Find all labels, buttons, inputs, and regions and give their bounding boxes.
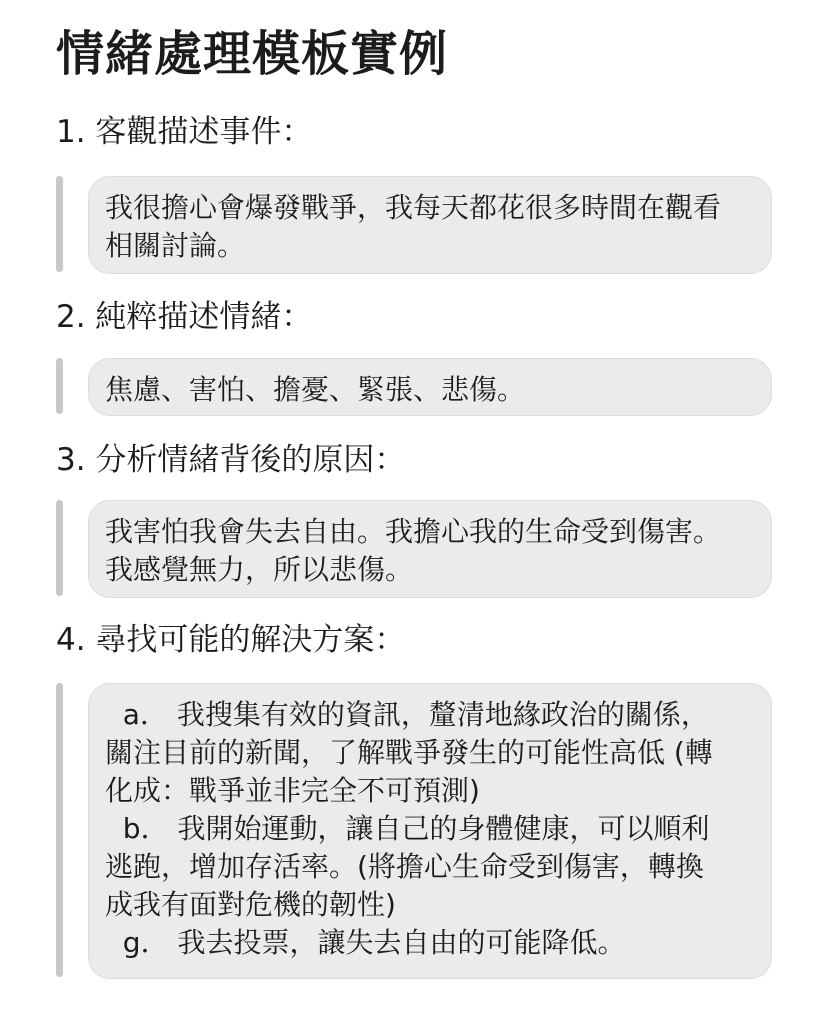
- section-4-content-box: [88, 683, 772, 979]
- section-4-line: 成我有面對危機的韌性): [105, 888, 396, 921]
- section-4-line: a． 我搜集有效的資訊，釐清地緣政治的關係，: [105, 698, 709, 731]
- section-2-heading: 2. 純粹描述情緒：: [56, 299, 313, 335]
- section-1-line: 相關討論。: [105, 229, 246, 262]
- section-1-content-box: [88, 176, 772, 274]
- section-1-heading: 1. 客觀描述事件：: [56, 114, 313, 150]
- section-4-line: b． 我開始運動，讓自己的身體健康，可以順利: [105, 812, 710, 845]
- section-3-heading: 3. 分析情緒背後的原因：: [56, 442, 406, 478]
- section-4-quote-bar: [56, 683, 63, 977]
- section-1-line: 我很擔心會爆發戰爭，我每天都花很多時間在觀看: [105, 191, 722, 224]
- section-1-quote-bar: [56, 176, 63, 272]
- section-3-line: 我感覺無力，所以悲傷。: [105, 553, 414, 586]
- section-4-line: 化成：戰爭並非完全不可預測): [105, 774, 480, 807]
- section-4-line: 關注目前的新聞，了解戰爭發生的可能性高低 (轉: [105, 736, 713, 769]
- section-4-heading: 4. 尋找可能的解決方案：: [56, 622, 406, 658]
- section-2-content-box: [88, 358, 772, 416]
- section-4-line: 逃跑，增加存活率。(將擔心生命受到傷害，轉換: [105, 850, 704, 883]
- section-3-line: 我害怕我會失去自由。我擔心我的生命受到傷害。: [105, 515, 722, 548]
- section-3-content-box: [88, 500, 772, 598]
- section-4-line: g． 我去投票，讓失去自由的可能降低。: [105, 926, 626, 959]
- section-2-line: 焦慮、害怕、擔憂、緊張、悲傷。: [105, 373, 526, 406]
- section-3-quote-bar: [56, 500, 63, 596]
- page-title: 情緒處理模板實例: [56, 26, 449, 82]
- section-2-quote-bar: [56, 358, 63, 414]
